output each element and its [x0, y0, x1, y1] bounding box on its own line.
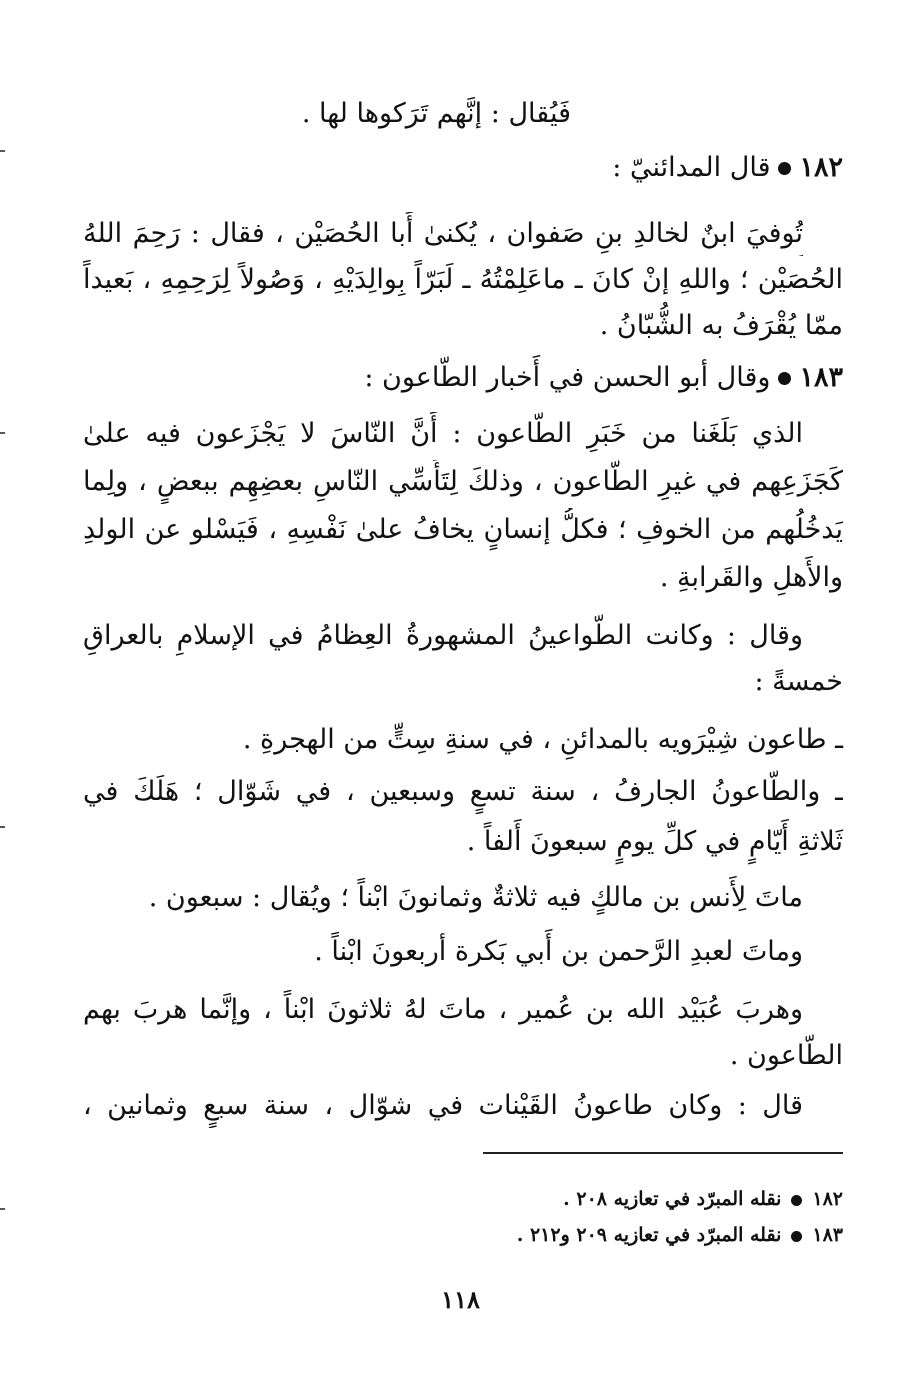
- section-182-heading: ١٨٢قال المدائنيّ :: [612, 152, 843, 183]
- text-line-10: والأَهلِ والقَرابةِ .: [659, 562, 843, 593]
- text-line-4: الحُصَيْن ؛ واللهِ إنْ كانَ ـ ماعَلِمْتُهُ ـ لَبَرّاً بِوالِدَيْهِ ، وَصُولاً لِرَحِمِهِ ، بَعيداً: [83, 264, 843, 295]
- footnote-text: نقله المبرّد في تعازيه ٢٠٩ و٢١٢ .: [516, 1224, 782, 1246]
- bullet-icon: [778, 372, 791, 385]
- text-line-9: يَدخُلُهم من الخوفِ ؛ فكلُّ إنسانٍ يخافُ علىٰ نَفْسِهِ ، فَيَسْلو عن الولدِ: [83, 514, 843, 545]
- footnote-separator: [483, 1152, 843, 1154]
- text-line-11: وقال : وكانت الطّواعينُ المشهورةُ العِظامُ في الإسلامِ بالعراقِ: [83, 620, 803, 651]
- section-number-182: ١٨٢: [799, 152, 843, 183]
- text-line-14: ـ والطّاعونُ الجارفُ ، سنة تسعٍ وسبعين ، في شَوّال ؛ هَلَكَ في: [83, 776, 843, 807]
- bullet-icon: [778, 162, 791, 175]
- text-line-15: ثَلاثةِ أَيّامٍ في كلِّ يومٍ سبعونَ أَلفاً .: [466, 826, 843, 857]
- text-line-17: وماتَ لعبدِ الرَّحمن بن أَبي بَكرة أربعونَ ابْناً .: [314, 936, 803, 967]
- text-line-12: خمسةً :: [754, 666, 843, 697]
- section-183-heading: ١٨٣وقال أبو الحسن في أَخبار الطّاعون :: [364, 362, 843, 393]
- scan-edge-mark: [0, 150, 5, 152]
- page-number: ١١٨: [441, 1285, 480, 1314]
- text-line-7: الذي بَلَغَنا من خَبَرِ الطّاعون : أَنَّ النّاسَ لا يَجْزَعون فيه علىٰ: [83, 418, 803, 449]
- text-line-13: ـ طاعون شِيْرَويه بالمدائنِ ، في سنةِ سِتٍّ من الهجرةِ .: [242, 724, 843, 755]
- text-line-3: تُوفيَ ابنٌ لخالدِ بنِ صَفوان ، يُكنىٰ أَبا الحُصَيْن ، فقال : رَحِمَ اللهُ: [83, 218, 803, 249]
- footnote-number: ١٨٢: [812, 1188, 843, 1210]
- text-line-19: الطّاعون .: [729, 1040, 843, 1071]
- section-number-183: ١٨٣: [799, 362, 843, 393]
- text-line-18: وهربَ عُبَيْد الله بن عُمير ، ماتَ لهُ ثلاثونَ ابْناً ، وإنَّما هربَ بهم: [83, 994, 803, 1025]
- scan-edge-mark: [0, 432, 5, 434]
- footnote-text: نقله المبرّد في تعازيه ٢٠٨ .: [563, 1188, 782, 1210]
- footnote-183: [517, 1220, 843, 1250]
- bullet-icon: [791, 1231, 802, 1242]
- text-line-20: قال : وكان طاعونُ القَيْنات في شوّال ، سنة سبعٍ وثمانين ،: [83, 1090, 803, 1121]
- text-line-1: فَيُقال : إنَّهم تَرَكوها لها .: [301, 98, 571, 129]
- bullet-icon: [791, 1195, 802, 1206]
- text-line-8: كَجَزَعِهم في غيرِ الطّاعون ، وذلكَ لِتَأَسِّي النّاسِ بعضِهِم ببعضٍ ، ولِما: [83, 466, 843, 497]
- scan-edge-mark: [0, 826, 5, 828]
- text-line-5: ممّا يُقْرَفُ به الشُّبّانُ .: [599, 310, 843, 341]
- footnote-number: ١٨٣: [812, 1224, 843, 1246]
- text-line-16: ماتَ لِأَنس بن مالكٍ فيه ثلاثةٌ وثمانونَ ابْناً ؛ ويُقال : سبعون .: [148, 882, 803, 913]
- footnote-182: [563, 1184, 843, 1214]
- scan-edge-mark: [0, 1208, 5, 1210]
